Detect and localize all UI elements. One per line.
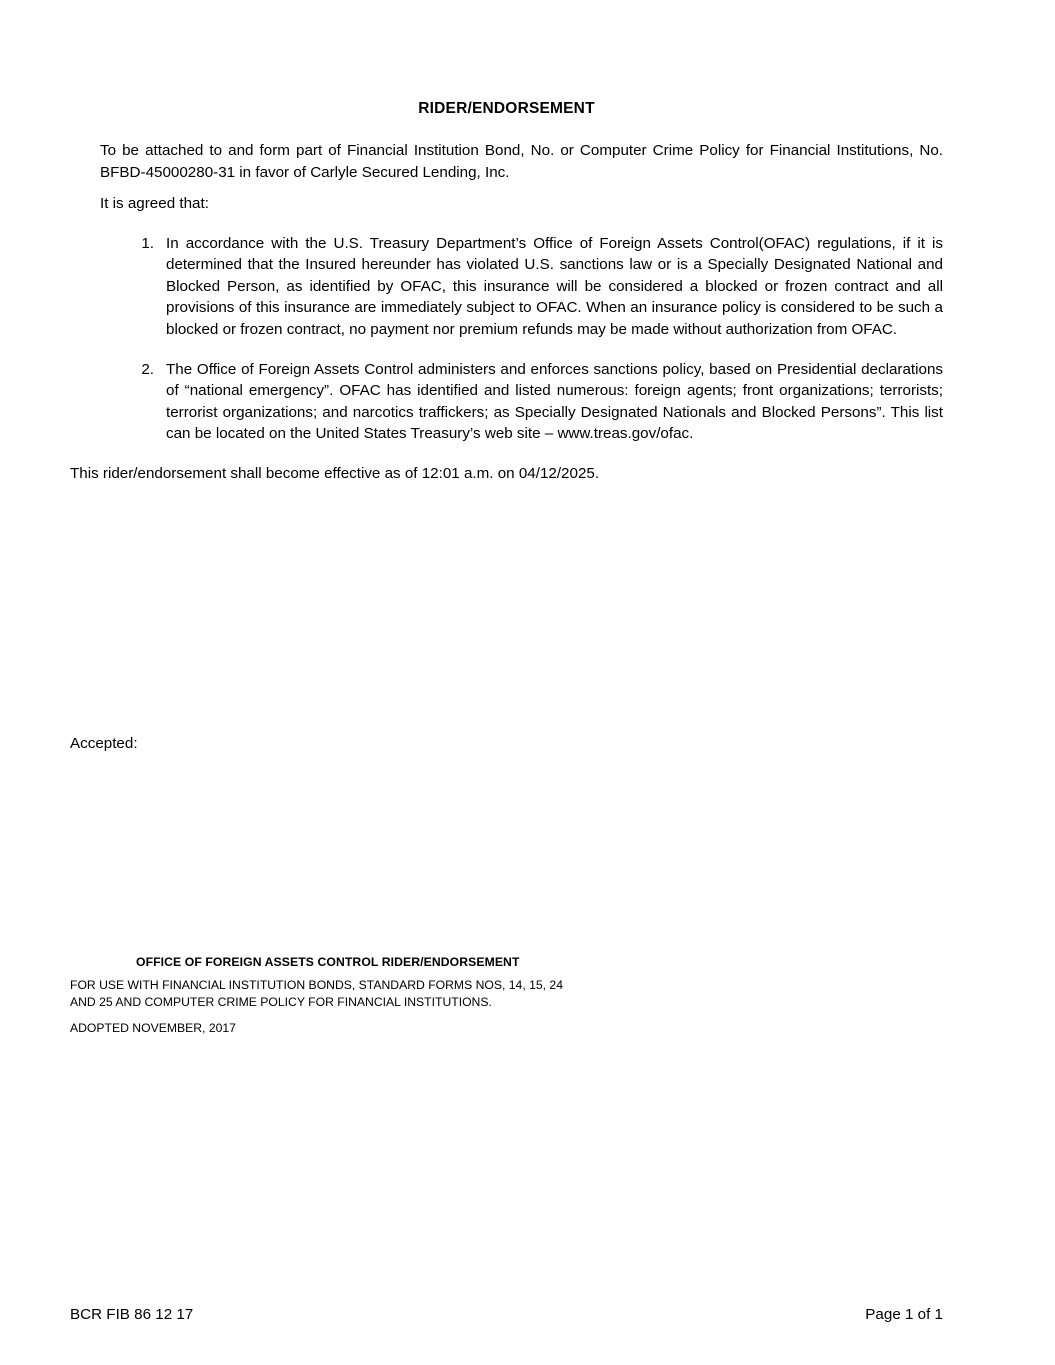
form-footer-line-2: AND 25 AND COMPUTER CRIME POLICY FOR FINANCIAL INSTITUTIONS. bbox=[70, 994, 492, 1009]
list-item bbox=[70, 359, 943, 445]
form-footer-line-3: ADOPTED NOVEMBER, 2017 bbox=[70, 1020, 236, 1035]
list-item bbox=[70, 233, 943, 341]
form-footer-line-1: FOR USE WITH FINANCIAL INSTITUTION BONDS, STANDARD FORMS NOS, 14, 15, 24 bbox=[70, 978, 563, 992]
clause-number: 1. bbox=[141, 234, 154, 252]
form-number: BCR FIB 86 12 17 bbox=[70, 1306, 194, 1323]
page-footer bbox=[70, 1306, 943, 1323]
clause-number: 2. bbox=[141, 360, 154, 378]
clause-text: The Office of Foreign Assets Control administers and enforces sanctions policy, based on Presidential declarations of “national emergency”. OFAC has identified and listed numerous: foreign agents; front organizations; terrorists; terrorist organizations; and narcotics traffickers; as Specially Designated Nationals and Blocked Persons”. This list can be located on the United States Treasury’s web site – www.treas.gov/ofac. bbox=[166, 360, 943, 443]
agreed-lead-in: It is agreed that: bbox=[100, 195, 209, 213]
accepted-label: Accepted: bbox=[70, 735, 138, 752]
form-footer bbox=[70, 955, 770, 1036]
effective-date-statement: This rider/endorsement shall become effective as of 12:01 a.m. on 04/12/2025. bbox=[70, 464, 600, 482]
clause-list bbox=[70, 233, 943, 445]
page-title: RIDER/ENDORSEMENT bbox=[418, 100, 595, 117]
page-number: Page 1 of 1 bbox=[865, 1306, 943, 1323]
form-footer-title: OFFICE OF FOREIGN ASSETS CONTROL RIDER/ENDORSEMENT bbox=[136, 955, 520, 969]
intro-paragraph: To be attached to and form part of Financial Institution Bond, No. or Computer Crime Policy for Financial Institutions, No. BFBD-45000280-31 in favor of Carlyle Secured Lending, Inc. bbox=[100, 142, 943, 181]
clause-text: In accordance with the U.S. Treasury Department’s Office of Foreign Assets Control(OFAC) regulations, if it is determined that the Insured hereunder has violated U.S. sanctions law or is a Specially Designated National and Blocked Person, as identified by OFAC, this insurance will be considered a blocked or frozen contract and all provisions of this insurance are immediately subject to OFAC. When an insurance policy is considered to be such a blocked or frozen contract, no payment nor premium refunds may be made without authorization from OFAC. bbox=[166, 234, 943, 339]
